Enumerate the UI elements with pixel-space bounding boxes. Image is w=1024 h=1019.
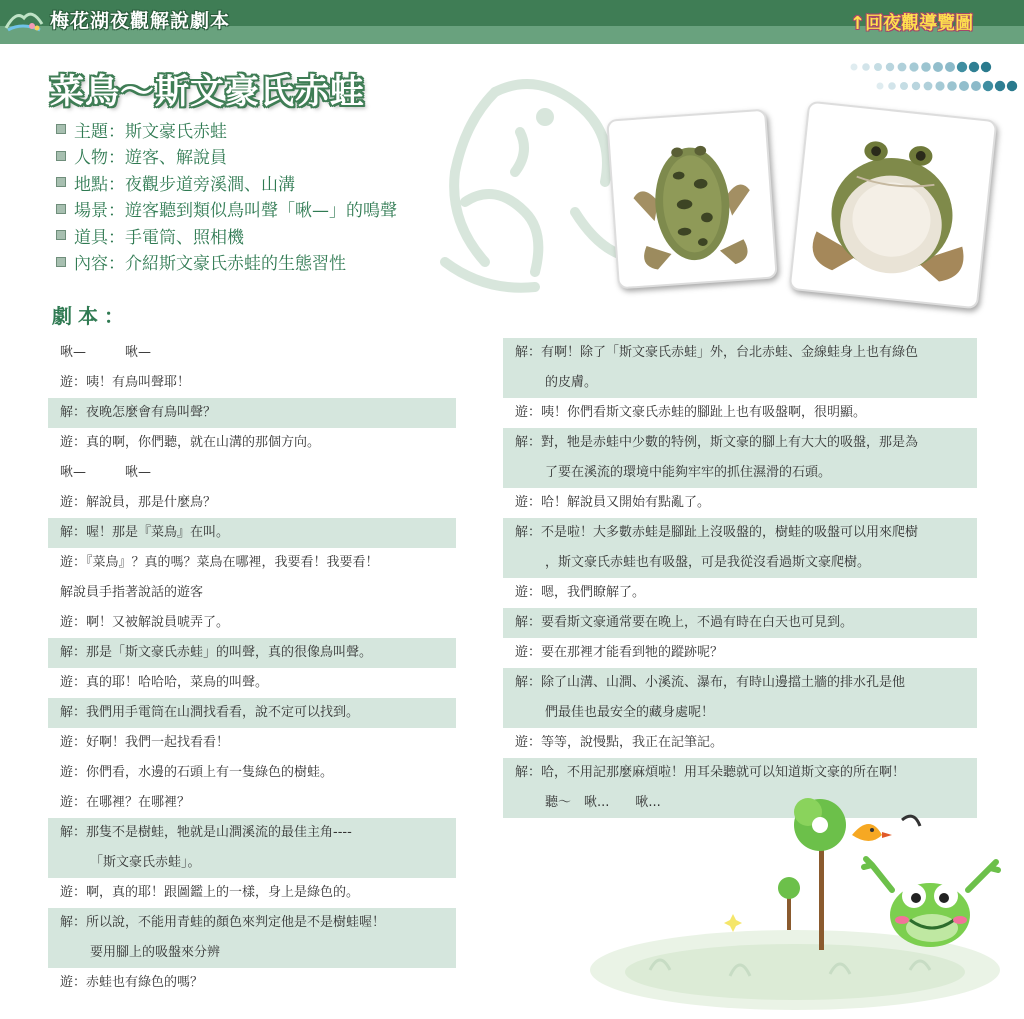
dialogue-line: 遊：在哪裡？在哪裡？: [60, 795, 191, 810]
dialogue-line: 啾— 啾—: [60, 345, 152, 360]
info-item-theme: 主題：斯文豪氏赤蛙: [55, 116, 397, 143]
square-bullet-icon: [56, 230, 66, 240]
cartoon-frog-clipart: [580, 780, 1020, 1015]
info-item-location: 地點：夜觀步道旁溪澗、山溝: [55, 169, 397, 196]
dialogue-line: 遊：真的啊，你們聽，就在山溝的那個方向。: [60, 435, 321, 450]
dot-pattern-decoration: [848, 60, 1018, 94]
dialogue-line: 遊：赤蛙也有綠色的嗎？: [60, 975, 204, 990]
dialogue-line: 遊：嗯，我們瞭解了。: [515, 585, 646, 600]
info-item-content: 內容：介紹斯文豪氏赤蛙的生態習性: [55, 249, 397, 276]
dialogue-line: 解：那是「斯文豪氏赤蛙」的叫聲，真的很像鳥叫聲。: [48, 638, 456, 668]
dialogue-line: 遊：解說員，那是什麼鳥？: [60, 495, 217, 510]
frog-back-photo: [606, 109, 777, 290]
dialogue-line: 解：不是啦！大多數赤蛙是腳趾上沒吸盤的，樹蛙的吸盤可以用來爬樹 ，斯文豪氏赤蛙也有吸盤，可是我從沒看過斯文豪爬樹。: [503, 518, 977, 578]
square-bullet-icon: [56, 151, 66, 161]
dialogue-line: 遊：好啊！我們一起找看看！: [60, 735, 230, 750]
square-bullet-icon: [56, 257, 66, 267]
info-item-characters: 人物：遊客、解說員: [55, 143, 397, 170]
frog-belly-photo: [789, 101, 998, 310]
info-item-props: 道具：手電筒、照相機: [55, 222, 397, 249]
dialogue-line: 解：我們用手電筒在山澗找看看，說不定可以找到。: [48, 698, 456, 728]
dialogue-line: 遊：真的耶！哈哈哈，菜鳥的叫聲。: [60, 675, 269, 690]
dialogue-line: 解：喔！那是『菜鳥』在叫。: [48, 518, 456, 548]
dialogue-right-column: [503, 338, 977, 818]
dialogue-line: 解：對，牠是赤蛙中少數的特例，斯文豪的腳上有大大的吸盤，那是為 了要在溪流的環境中能夠牢牢的抓住濕滑的石頭。: [503, 428, 977, 488]
info-item-scene: 場景：遊客聽到類似鳥叫聲「啾—」的鳴聲: [55, 196, 397, 223]
dialogue-line: 解：那隻不是樹蛙，牠就是山澗溪流的最佳主角---- 「斯文豪氏赤蛙」。: [48, 818, 456, 878]
frog-belly-image: [802, 114, 984, 296]
dialogue-line: 遊：咦！你們看斯文豪氏赤蛙的腳趾上也有吸盤啊，很明顯。: [515, 405, 867, 420]
square-bullet-icon: [56, 124, 66, 134]
script-heading: 劇本：: [52, 304, 130, 328]
dialogue-line: 遊：咦！有鳥叫聲耶！: [60, 375, 191, 390]
dialogue-left-column: [48, 338, 456, 998]
dialogue-line: 遊：要在那裡才能看到牠的蹤跡呢？: [515, 645, 724, 660]
dialogue-line: 解：所以說，不能用青蛙的顏色來判定他是不是樹蛙喔！ 要用腳上的吸盤來分辨: [48, 908, 456, 968]
back-to-map-link[interactable]: ↑回夜觀導覽圖: [850, 13, 974, 34]
dialogue-line: 解：要看斯文豪通常要在晚上，不過有時在白天也可見到。: [503, 608, 977, 638]
dialogue-line: 解：有啊！除了「斯文豪氏赤蛙」外，台北赤蛙、金線蛙身上也有綠色 的皮膚。: [503, 338, 977, 398]
dialogue-line: 遊：啊！又被解說員唬弄了。: [60, 615, 230, 630]
dialogue-line: 啾— 啾—: [60, 465, 152, 480]
dialogue-line: 遊：『菜鳥』？真的嗎？菜鳥在哪裡，我要看！我要看！: [60, 555, 379, 570]
dialogue-line: 遊：你們看，水邊的石頭上有一隻綠色的樹蛙。: [60, 765, 334, 780]
lake-logo-icon: [4, 4, 44, 36]
top-bar: [0, 0, 1024, 44]
info-list: [55, 116, 397, 275]
dialogue-line: 遊：哈！解說員又開始有點亂了。: [515, 495, 711, 510]
frog-back-image: [619, 121, 765, 276]
square-bullet-icon: [56, 204, 66, 214]
dialogue-line: 解說員手指著說話的遊客: [60, 585, 204, 600]
dialogue-line: 解：夜晚怎麼會有鳥叫聲？: [48, 398, 456, 428]
dialogue-line: 解：除了山溝、山澗、小溪流、瀑布，有時山邊擋土牆的排水孔是他 們最佳也最安全的藏身處呢！: [503, 668, 977, 728]
dialogue-line: 遊：等等，說慢點，我正在記筆記。: [515, 735, 724, 750]
dialogue-line: 解：哈，不用記那麼麻煩啦！用耳朵聽就可以知道斯文豪的所在啊！ 聽～ 啾... 啾...: [503, 758, 977, 818]
dialogue-line: 遊：啊，真的耶！跟圖鑑上的一樣，身上是綠色的。: [60, 885, 360, 900]
square-bullet-icon: [56, 177, 66, 187]
site-title: 梅花湖夜觀解說劇本: [50, 10, 231, 32]
page-title: 菜鳥～斯文豪氏赤蛙: [50, 72, 365, 112]
